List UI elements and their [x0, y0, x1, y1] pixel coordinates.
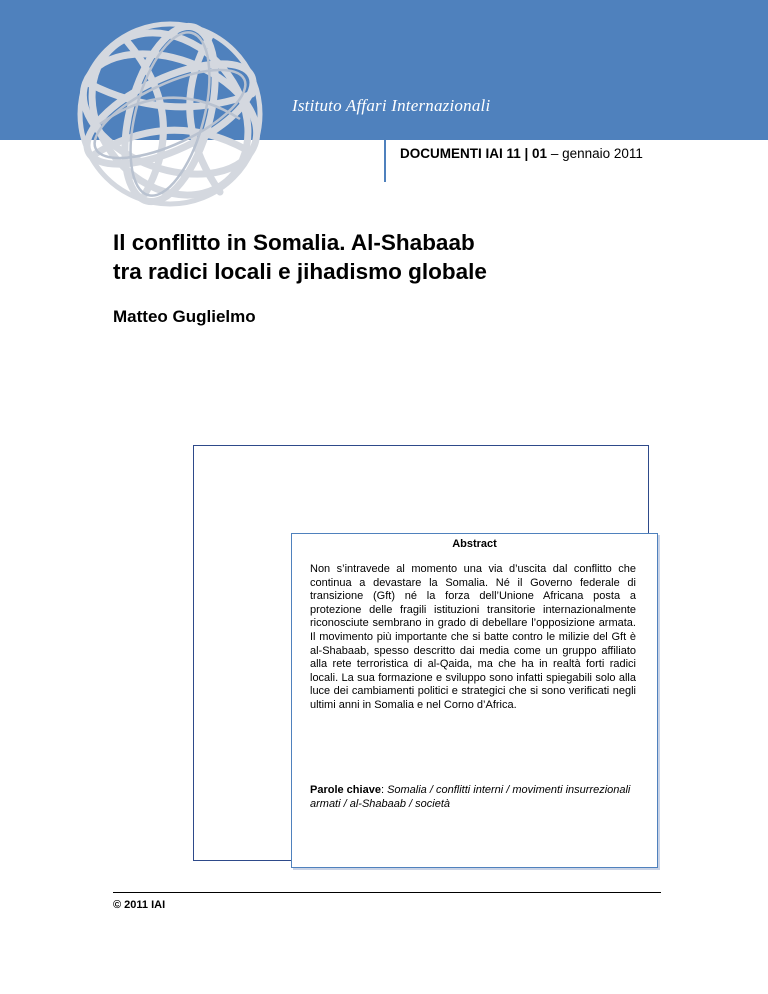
- document-ref-divider: [384, 140, 386, 182]
- title-line-2: tra radici locali e jihadismo globale: [113, 259, 487, 284]
- keywords-separator: :: [380, 784, 388, 796]
- copyright: © 2011 IAI: [113, 899, 166, 911]
- document-date: – gennaio 2011: [547, 146, 643, 161]
- keywords-label: Parole chiave: [310, 784, 381, 796]
- document-series: DOCUMENTI IAI 11 | 01: [400, 146, 548, 161]
- globe-logo-icon: [70, 14, 270, 214]
- keywords-list: Somalia / conflitti interni / movimenti insurrezionali armati / al-Shabaab / società: [310, 784, 631, 810]
- keywords: [310, 784, 636, 811]
- document-reference: [400, 146, 643, 161]
- institute-name: Istituto Affari Internazionali: [292, 96, 491, 115]
- title-line-1: Il conflitto in Somalia. Al-Shabaab: [113, 230, 475, 255]
- abstract-box: [291, 533, 658, 868]
- document-title: [113, 228, 633, 286]
- author-name: Matteo Guglielmo: [113, 307, 256, 326]
- abstract-heading: Abstract: [452, 538, 497, 550]
- abstract-text: Non s’intravede al momento una via d’uscita dal conflitto che continua a devastare la Somalia. Né il Governo federale di transizione (Gft) né la forza dell’Unione Africana posta a protezione delle fragili istituzioni transitorie internazionalmente riconosciute sembrano in grado di debellare l’opposizione armata. Il movimento più importante che si batte contro le milizie del Gft è al-Shabaab, spesso descritto dai media come un gruppo affiliato alla rete terroristica di al-Qaida, ma che ha in realtà forti radici locali. La sua formazione e sviluppo sono infatti spiegabili solo alla luce dei cambiamenti politici e strategici che si sono verificati negli ultimi anni in Somalia e nel Corno d’Africa.: [310, 563, 636, 711]
- footer-divider: [113, 892, 661, 893]
